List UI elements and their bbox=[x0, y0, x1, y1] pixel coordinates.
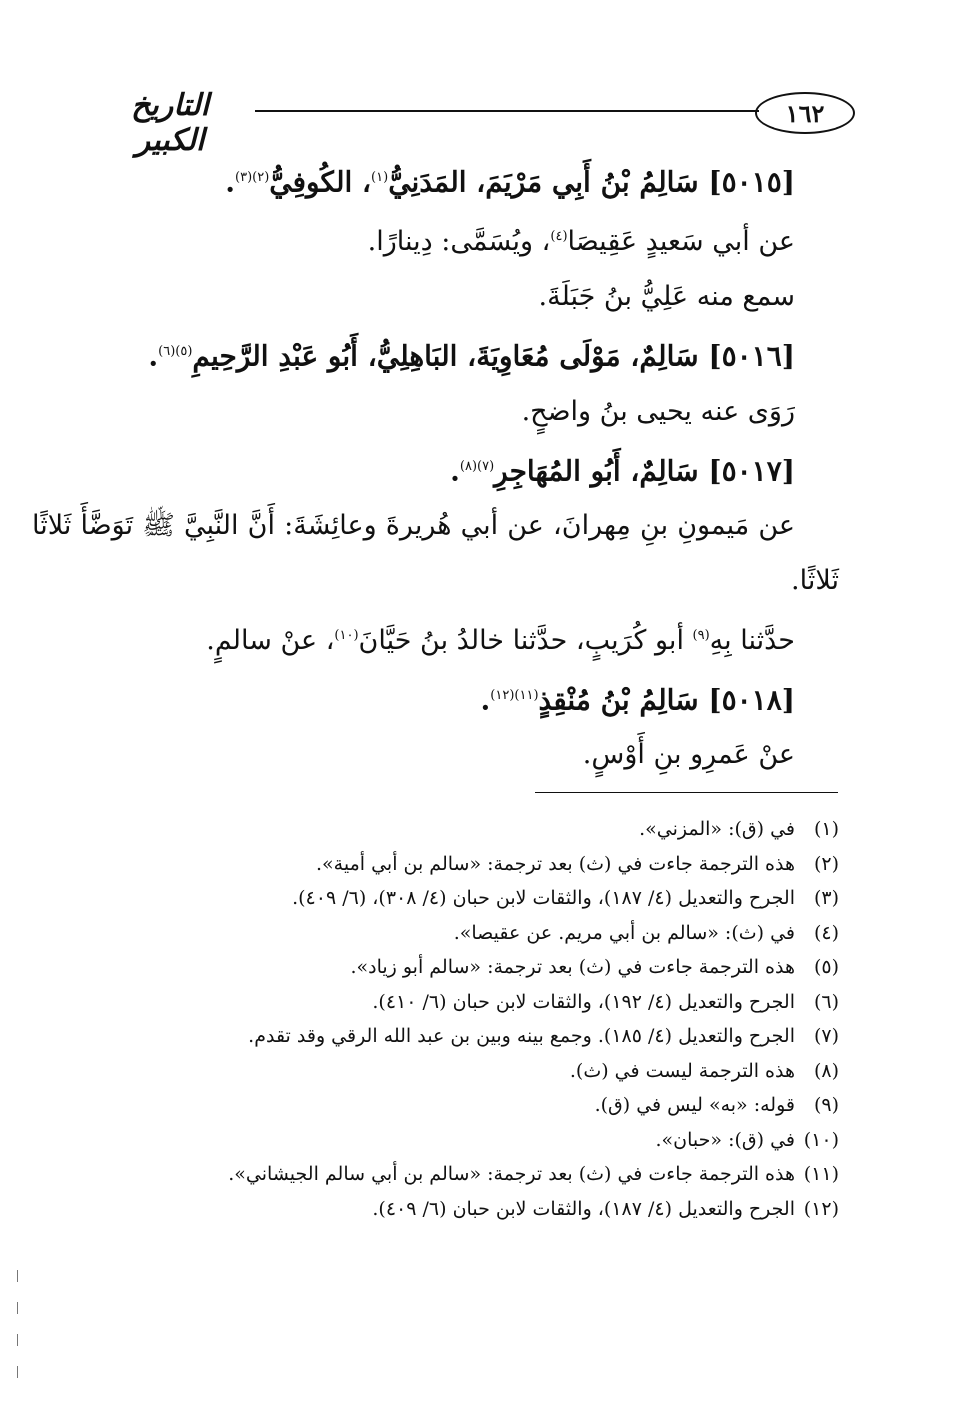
scan-mark bbox=[17, 1270, 18, 1282]
footnote-marker: (٨) bbox=[813, 1059, 839, 1082]
period: . bbox=[148, 339, 159, 373]
entry-5017-heading bbox=[100, 439, 795, 498]
footnote-ref: (١٠) bbox=[334, 627, 359, 643]
footnote-item bbox=[180, 1088, 839, 1123]
entry-5017-line: عن مَيمونِ بنِ مِهرانَ، عن أبي هُريرةَ وعائِشَةَ: أَنَّ النَّبِيَّ ﷺ تَوَضَّأَ ثَلاثًا bbox=[32, 509, 795, 541]
entry-number: [٥٠١٨] bbox=[708, 683, 795, 717]
entry-name: سَالِمُ بْنُ أَبِي مَرْيَمَ، المَدَنِيُّ bbox=[388, 165, 699, 199]
footnote-marker: (٦) bbox=[813, 990, 839, 1013]
entry-number: [٥٠١٥] bbox=[708, 165, 795, 199]
period: . bbox=[450, 453, 460, 487]
entry-name: سَالِمٌ، مَوْلَى مُعَاوِيَةَ، البَاهِلِيُّ، أَبُو عَبْدِ الرَّحِيمِ bbox=[192, 339, 699, 373]
footnote-text: هذه الترجمة ليست في (ث). bbox=[569, 1059, 795, 1082]
footnote-text: الجرح والتعديل (٤/ ١٨٥). وجمع بينه وبين بن عبد الله الرقي وقد تقدم. bbox=[248, 1025, 795, 1047]
entry-5015-line bbox=[100, 209, 795, 269]
footnote-item bbox=[180, 812, 839, 847]
narration-text: ، عنْ سالمٍ. bbox=[206, 624, 335, 656]
footnote-list bbox=[180, 812, 839, 1226]
book-title: التاريخ الكبير bbox=[131, 88, 209, 158]
footnote-item bbox=[180, 985, 839, 1020]
entry-name-cont: ، الكُوفِيُّ bbox=[269, 165, 372, 199]
footnote-marker: (٩) bbox=[813, 1094, 839, 1116]
entry-5017-line bbox=[100, 608, 795, 668]
footnote-ref: (٩) bbox=[692, 627, 710, 643]
entry-5016-line: رَوَى عنه يحيى بنُ واضحٍ. bbox=[521, 395, 795, 427]
footnote-marker: (١) bbox=[813, 818, 839, 840]
entry-5018-line: عنْ عَمرِو بنِ أَوْسٍ. bbox=[582, 739, 795, 771]
footnote-text: الجرح والتعديل (٤/ ١٨٧)، والثقات لابن حبان (٦/ ٤٠٩). bbox=[372, 1197, 795, 1220]
footnote-marker: (٧) bbox=[813, 1025, 839, 1047]
footnote-marker: (٥) bbox=[813, 956, 839, 978]
footnote-separator bbox=[535, 792, 838, 793]
footnote-ref: (٢)(٣) bbox=[235, 170, 270, 185]
scan-mark bbox=[17, 1366, 18, 1378]
scan-mark bbox=[17, 1302, 18, 1314]
footnote-marker: (٢) bbox=[813, 852, 839, 875]
narration-text: حدَّثنا بِهِ bbox=[709, 624, 795, 656]
scan-margin-marks bbox=[16, 1270, 18, 1410]
footnote-ref: (٥)(٦) bbox=[158, 344, 193, 360]
entry-5015-line: سمع منه عَلِيُّ بنُ جَبَلَةَ. bbox=[538, 281, 795, 313]
main-text bbox=[32, 150, 839, 782]
footnote-text: في (ق): «المزني». bbox=[639, 818, 795, 840]
entry-name: سَالِمُ بْنُ مُنْقِذٍ bbox=[538, 683, 699, 717]
footnote-ref: (٧)(٨) bbox=[459, 458, 495, 474]
running-header bbox=[95, 88, 855, 158]
entry-5015-heading bbox=[100, 150, 795, 209]
footnote-marker: (٤) bbox=[813, 921, 839, 944]
entry-name: سَالِمٌ، أَبُو المُهَاجِرِ bbox=[494, 453, 699, 487]
footnote-item bbox=[180, 1157, 839, 1192]
footnote-item bbox=[180, 1054, 839, 1089]
footnote-item bbox=[180, 1192, 839, 1227]
footnote-item bbox=[180, 916, 839, 951]
footnote-text: هذه الترجمة جاءت في (ث) بعد ترجمة: «سالم بن أبي سالم الجيشاني». bbox=[228, 1163, 795, 1185]
footnote-item bbox=[180, 950, 839, 985]
footnote-text: الجرح والتعديل (٤/ ١٩٢)، والثقات لابن حبان (٦/ ٤١٠). bbox=[372, 990, 795, 1013]
footnote-item bbox=[180, 1123, 839, 1158]
footnote-ref: (١١)(١٢) bbox=[490, 687, 539, 703]
footnote-text: في (ث): «سالم بن أبي مريم. عن عقيصا». bbox=[453, 921, 795, 944]
footnote-text: هذه الترجمة جاءت في (ث) بعد ترجمة: «سالم بن أبي أمية». bbox=[315, 852, 795, 875]
footnote-marker: (١٢) bbox=[803, 1197, 839, 1220]
footnote-ref: (١) bbox=[371, 170, 389, 185]
scan-mark bbox=[17, 1334, 18, 1346]
narration-text: ، ويُسَمَّى: دِينارًا. bbox=[367, 226, 551, 258]
entry-5016-heading bbox=[100, 324, 795, 383]
footnote-text: قوله: «به» ليس في (ق). bbox=[594, 1094, 795, 1116]
footnote-ref: (٤) bbox=[550, 229, 568, 245]
entry-5017-line: ثَلاثًا. bbox=[791, 564, 839, 596]
narration-text: عن أبي سَعيدٍ عَقِيصَا bbox=[567, 226, 795, 258]
entry-number: [٥٠١٦] bbox=[708, 339, 795, 373]
footnote-marker: (١٠) bbox=[803, 1128, 839, 1151]
page-number: ١٦٢ bbox=[755, 92, 855, 134]
footnote-item bbox=[180, 847, 839, 882]
entry-5018-heading bbox=[100, 668, 795, 727]
header-rule bbox=[255, 110, 759, 112]
footnote-item bbox=[180, 1019, 839, 1054]
footnote-text: هذه الترجمة جاءت في (ث) بعد ترجمة: «سالم أبو زياد». bbox=[350, 956, 795, 978]
entry-number: [٥٠١٧] bbox=[708, 453, 795, 487]
footnote-marker: (١١) bbox=[803, 1163, 839, 1185]
footnote-item bbox=[180, 881, 839, 916]
footnotes bbox=[180, 812, 839, 1226]
period: . bbox=[480, 683, 491, 717]
narration-text: أبو كُرَيبٍ، حدَّثنا خالدُ بنُ حَيَّانَ bbox=[358, 624, 693, 656]
footnote-marker: (٣) bbox=[813, 887, 839, 909]
footnote-text: في (ق): «حبان». bbox=[655, 1128, 795, 1151]
footnote-text: الجرح والتعديل (٤/ ١٨٧)، والثقات لابن حبان (٤/ ٣٠٨)، (٦/ ٤٠٩). bbox=[292, 887, 795, 909]
period: . bbox=[225, 165, 236, 199]
